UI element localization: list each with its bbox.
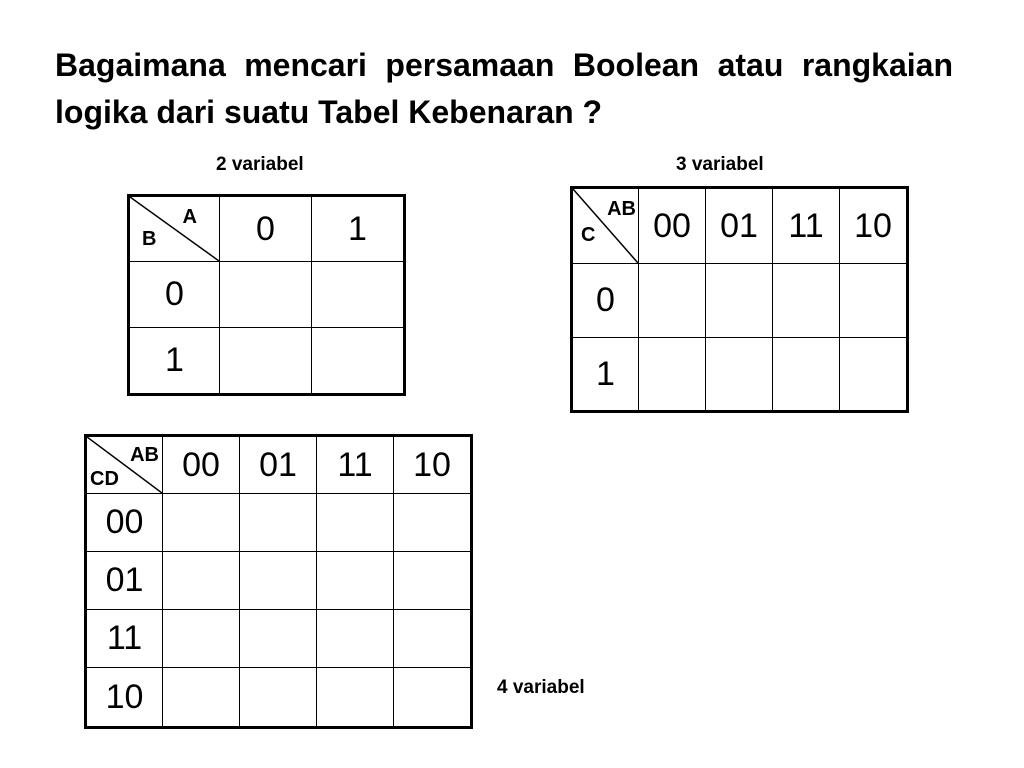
kmap-cell	[312, 262, 405, 328]
kmap-cell	[240, 610, 317, 668]
kmap-cell	[240, 494, 317, 552]
kmap-4-row-header: 00	[86, 494, 163, 552]
kmap-cell	[312, 328, 405, 395]
kmap-cell	[773, 264, 840, 338]
kmap-cell	[840, 264, 908, 338]
kmap-2-col-header: 1	[312, 196, 405, 262]
kmap-3-row-variable: C	[581, 224, 596, 246]
kmap-cell	[163, 494, 240, 552]
kmap-4-col-header: 11	[317, 436, 394, 494]
caption-2-variabel: 2 variabel	[216, 154, 304, 175]
kmap-3-row-header: 1	[572, 338, 639, 412]
kmap-4-col-header: 10	[394, 436, 472, 494]
kmap-3-col-header: 01	[706, 188, 773, 264]
kmap-cell	[639, 264, 706, 338]
kmap-cell	[706, 338, 773, 412]
kmap-cell	[706, 264, 773, 338]
kmap-4-corner-header	[86, 436, 163, 494]
kmap-2-col-variable: A	[182, 206, 197, 228]
kmap-2-col-header: 0	[220, 196, 312, 262]
kmap-cell	[220, 328, 312, 395]
kmap-4-col-header: 00	[163, 436, 240, 494]
kmap-4-row-variable: CD	[90, 468, 119, 490]
kmap-cell	[163, 668, 240, 728]
kmap-cell	[220, 262, 312, 328]
kmap-cell	[240, 668, 317, 728]
kmap-2-row-header: 0	[129, 262, 220, 328]
kmap-4-col-header: 01	[240, 436, 317, 494]
kmap-3-col-variable: AB	[607, 198, 636, 220]
kmap-cell	[240, 552, 317, 610]
kmap-3-variable	[570, 186, 909, 413]
kmap-4-row-header: 01	[86, 552, 163, 610]
kmap-cell	[317, 552, 394, 610]
kmap-cell	[394, 552, 472, 610]
caption-3-variabel: 3 variabel	[676, 154, 764, 175]
kmap-3-col-header: 10	[840, 188, 908, 264]
kmap-4-col-variable: AB	[130, 444, 159, 466]
kmap-2-variable	[127, 194, 406, 396]
kmap-cell	[394, 668, 472, 728]
kmap-cell	[317, 494, 394, 552]
kmap-4-row-header: 10	[86, 668, 163, 728]
kmap-2-row-header: 1	[129, 328, 220, 395]
kmap-4-row-header: 11	[86, 610, 163, 668]
kmap-2-corner-header	[129, 196, 220, 262]
kmap-3-col-header: 11	[773, 188, 840, 264]
kmap-cell	[317, 610, 394, 668]
kmap-cell	[163, 610, 240, 668]
kmap-cell	[773, 338, 840, 412]
kmap-cell	[163, 552, 240, 610]
kmap-cell	[840, 338, 908, 412]
kmap-3-corner-header	[572, 188, 639, 264]
kmap-4-variable	[84, 434, 473, 729]
kmap-3-row-header: 0	[572, 264, 639, 338]
kmap-3-col-header: 00	[639, 188, 706, 264]
kmap-cell	[394, 610, 472, 668]
slide-title: Bagaimana mencari persamaan Boolean atau rangkaian logika dari suatu Tabel Kebenaran ?	[55, 47, 953, 130]
kmap-cell	[394, 494, 472, 552]
kmap-cell	[639, 338, 706, 412]
kmap-2-row-variable: B	[142, 228, 157, 250]
caption-4-variabel: 4 variabel	[497, 677, 585, 698]
kmap-cell	[317, 668, 394, 728]
